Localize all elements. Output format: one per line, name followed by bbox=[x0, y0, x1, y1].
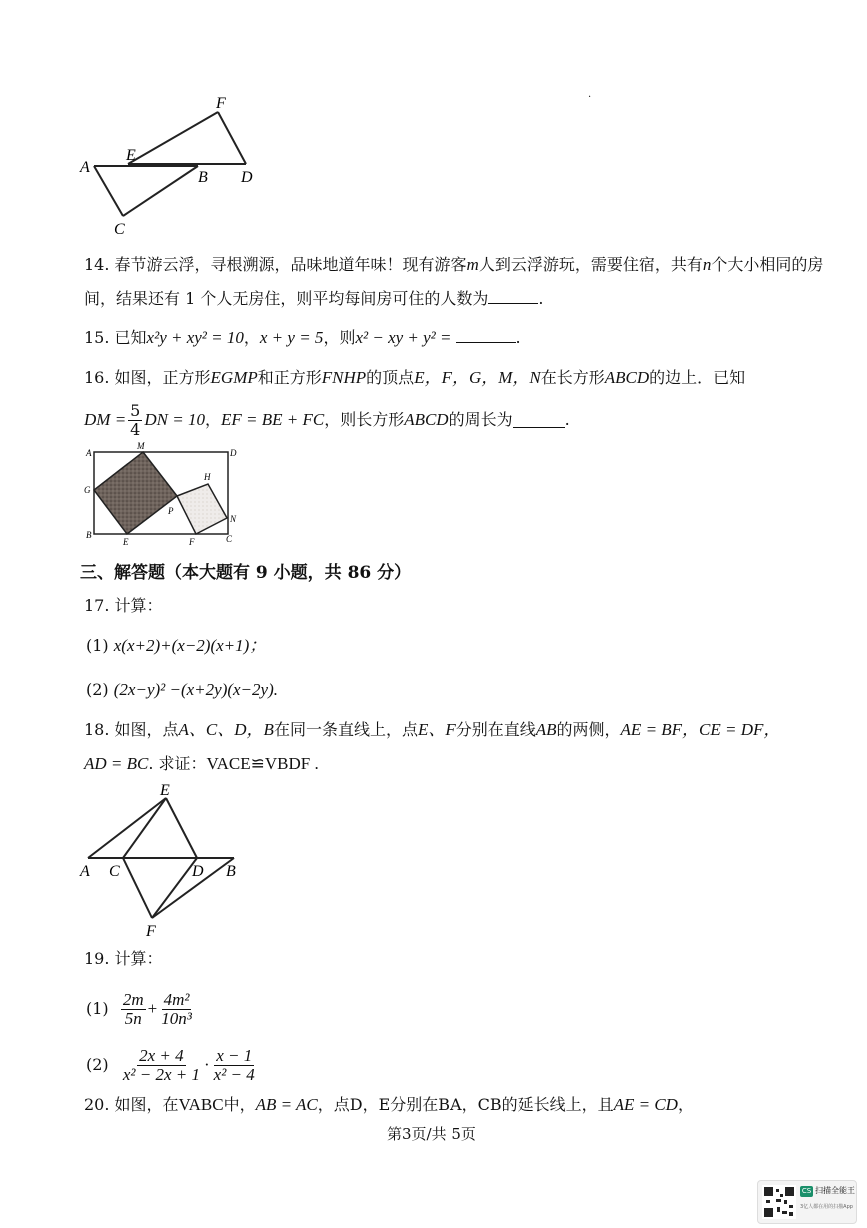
svg-text:A: A bbox=[86, 448, 92, 458]
camscanner-logo: CS bbox=[801, 1187, 812, 1195]
svg-text:C: C bbox=[226, 534, 233, 544]
stray-dot: . bbox=[588, 89, 592, 100]
fraction-5-4: $\frac{5}{4}$ bbox=[130, 400, 141, 439]
question-15: 15. 已知x²y + xy² = 10，x + y = 5，则x² − xy + y² = . bbox=[84, 328, 521, 347]
qr-code-icon bbox=[762, 1185, 796, 1219]
label-C: C bbox=[114, 221, 125, 238]
section-3-heading: 三、解答题（本大题有 9 小题，共 86 分） bbox=[80, 563, 412, 583]
svg-text:B: B bbox=[226, 863, 236, 880]
question-19-part2: (2) $\frac{2x + 4}{\text{x² − 2x + 1}}$ · $\frac{x - 1}{\text{x² − 4}}$ bbox=[86, 1045, 255, 1084]
svg-text:F: F bbox=[189, 537, 195, 546]
svg-text:M: M bbox=[137, 441, 145, 451]
answer-blank-15 bbox=[456, 328, 516, 343]
question-18-line2: AD = BC. 求证：VACE≌VBDF . bbox=[84, 754, 319, 773]
svg-text:E: E bbox=[160, 782, 170, 799]
svg-text:N: N bbox=[230, 514, 237, 524]
svg-text:B: B bbox=[86, 530, 92, 540]
svg-text:P: P bbox=[168, 506, 174, 516]
badge-name: 扫描全能王 bbox=[815, 1186, 855, 1195]
question-17-part2: (2) (2x−y)² −(x+2y)(x−2y). bbox=[86, 680, 278, 699]
answer-blank-14 bbox=[488, 289, 538, 304]
svg-text:H: H bbox=[204, 472, 211, 482]
figure-q16 bbox=[82, 440, 252, 546]
label-B: B bbox=[198, 169, 208, 186]
question-19-title: 19. 计算： bbox=[84, 949, 163, 968]
figure-q18 bbox=[74, 780, 254, 940]
svg-text:D: D bbox=[192, 863, 204, 880]
question-14-line1: 14. 春节游云浮，寻根溯源，品味地道年味！现有游客m人到云浮游玩，需要住宿，共有n个大小相同的房 bbox=[84, 255, 824, 274]
svg-text:C: C bbox=[109, 863, 120, 880]
question-19-part1: (1) $\frac{2m}{5n}$ + $\frac{\text{4m²}}{\text{10n³}}$ bbox=[86, 989, 192, 1028]
badge-sub: 3亿人都在用的扫描App bbox=[800, 1204, 853, 1210]
question-17-title: 17. 计算： bbox=[84, 596, 163, 615]
answer-blank-16 bbox=[513, 413, 565, 428]
question-14-line2: 间，结果还有 1 个人无房住，则平均每间房可住的人数为 . bbox=[84, 289, 544, 308]
svg-text:F: F bbox=[146, 923, 156, 940]
question-16-line2: DM = $\frac{5}{4}$ DN = 10 ， EF = BE + FC ，则长方形 ABCD 的周长为 . bbox=[84, 400, 570, 439]
svg-text:E: E bbox=[123, 537, 129, 546]
label-A: A bbox=[80, 159, 90, 176]
question-20: 20. 如图，在VABC中，AB = AC，点D，E分别在BA，CB的延长线上，且AE = CD， bbox=[84, 1095, 694, 1114]
label-F: F bbox=[216, 95, 226, 112]
page-footer: 第3页/共 5页 bbox=[387, 1125, 476, 1143]
label-E: E bbox=[126, 147, 136, 164]
svg-text:D: D bbox=[230, 448, 237, 458]
svg-text:G: G bbox=[84, 485, 91, 495]
question-17-part1: (1) x(x+2)+(x−2)(x+1)； bbox=[86, 636, 267, 655]
svg-text:A: A bbox=[80, 863, 90, 880]
question-16-line1: 16. 如图，正方形EGMP和正方形FNHP的顶点E，F，G，M，N在长方形ABCD的边上．已知 bbox=[84, 368, 746, 387]
figure-q13 bbox=[70, 90, 270, 240]
scanner-badge bbox=[757, 1180, 857, 1224]
question-18-line1: 18. 如图，点A、C、D，B在同一条直线上，点E、F分别在直线AB的两侧，AE = BF，CE = DF， bbox=[84, 720, 781, 739]
label-D: D bbox=[241, 169, 253, 186]
